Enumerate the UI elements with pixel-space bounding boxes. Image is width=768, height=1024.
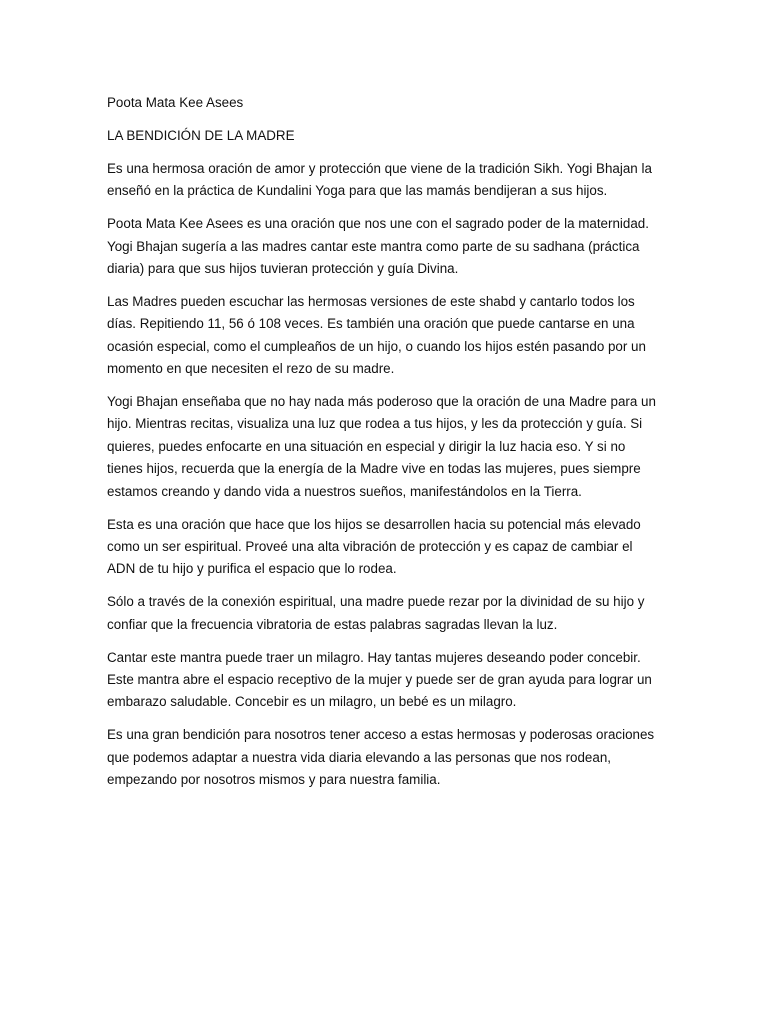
paragraph-4: Yogi Bhajan enseñaba que no hay nada más poderoso que la oración de una Madre para un hijo. Mientras recitas, visualiza una luz que rodea a tus hijos, y les da protección y guía. Si quieres, puedes enfocarte en una situación en especial y dirigir la luz hacia eso. Y si no tienes hijos, recuerda que la energía de la Madre vive en todas las mujeres, pues siempre estamos creando y dando vida a nuestros sueños, manifestándolos en la Tierra. xyxy=(107,393,656,499)
paragraph-7: Cantar este mantra puede traer un milagro. Hay tantas mujeres deseando poder concebir. Este mantra abre el espacio receptivo de la mujer y puede ser de gran ayuda para lograr un embarazo saludable. Concebir es un milagro, un bebé es un milagro. xyxy=(107,649,652,710)
document-body xyxy=(107,92,659,802)
paragraph-2: Poota Mata Kee Asees es una oración que nos une con el sagrado poder de la maternidad. Yogi Bhajan sugería a las madres cantar este mantra como parte de su sadhana (práctica diaria) para que sus hijos tuvieran protección y guía Divina. xyxy=(107,216,649,276)
paragraph-3: Las Madres pueden escuchar las hermosas versiones de este shabd y cantarlo todos los días. Repitiendo 11, 56 ó 108 veces. Es también una oración que puede cantarse en una ocasión especial, como el cumpleaños de un hijo, o cuando los hijos estén pasando por un momento en que necesiten el rezo de su madre. xyxy=(107,293,646,377)
paragraph-8: Es una gran bendición para nosotros tener acceso a estas hermosas y poderosas oraciones que podemos adaptar a nuestra vida diaria elevando a las personas que nos rodean, empezando por nosotros mismos y para nuestra familia. xyxy=(107,727,655,788)
paragraph-5: Esta es una oración que hace que los hijos se desarrollen hacia su potencial más elevado como un ser espiritual. Proveé una alta vibración de protección y es capaz de cambiar el ADN de tu hijo y purifica el espacio que lo rodea. xyxy=(107,516,641,577)
paragraph-1: Es una hermosa oración de amor y protección que viene de la tradición Sikh. Yogi Bhajan la enseñó en la práctica de Kundalini Yoga para que las mamás bendijeran a sus hijos. xyxy=(107,160,652,199)
paragraph-6: Sólo a través de la conexión espiritual, una madre puede rezar por la divinidad de su hijo y confiar que la frecuencia vibratoria de estas palabras sagradas llevan la luz. xyxy=(107,594,645,632)
document-subtitle: LA BENDICIÓN DE LA MADRE xyxy=(107,127,295,143)
document-title: Poota Mata Kee Asees xyxy=(107,95,244,110)
